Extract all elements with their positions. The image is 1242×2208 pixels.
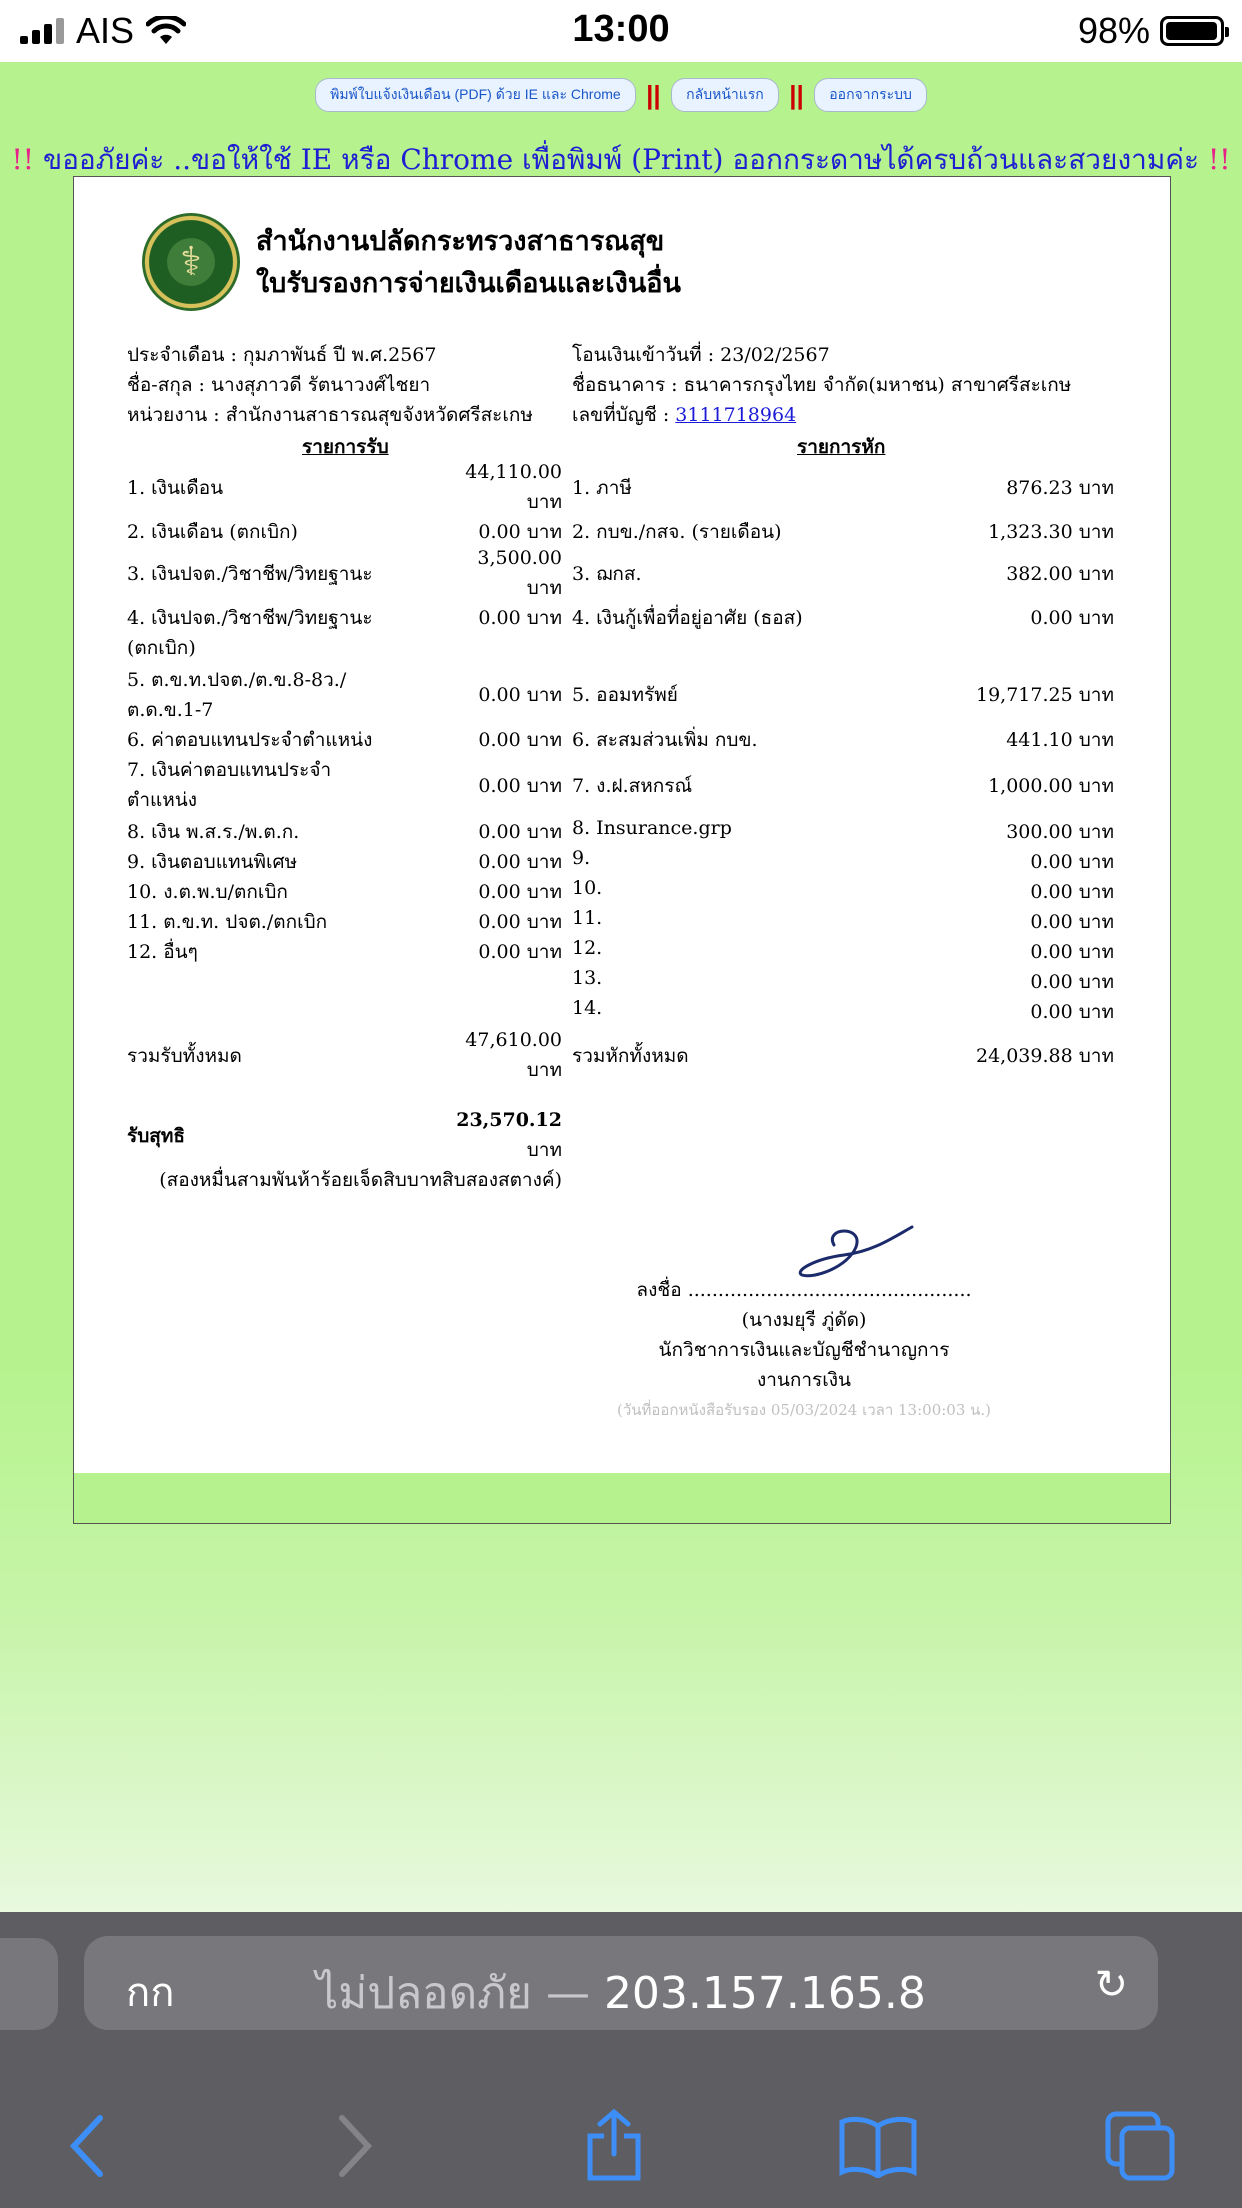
deduction-label: 4. เงินกู้เพื่อที่อยู่อาศัย (ธอส) bbox=[572, 607, 803, 629]
deduction-amount: 0.00 บาท bbox=[1030, 851, 1114, 873]
deduction-label: 11. bbox=[572, 907, 603, 929]
income-label: 9. เงินตอบแทนพิเศษ bbox=[127, 851, 298, 873]
income-label: 5. ต.ข.ท.ปจต./ต.ข.8-8ว./ ต.ด.ข.1-7 bbox=[127, 669, 347, 721]
previous-tab-preview[interactable] bbox=[0, 1938, 58, 2030]
deduction-amount: 19,717.25 บาท bbox=[976, 684, 1114, 706]
back-icon[interactable] bbox=[66, 2114, 106, 2178]
deduction-amount: 0.00 บาท bbox=[1030, 1001, 1114, 1023]
share-icon[interactable] bbox=[584, 2108, 644, 2182]
income-amount: 0.00 บาท bbox=[478, 881, 562, 903]
notice-bang: !! bbox=[1207, 143, 1231, 176]
income-label: 7. เงินค่าตอบแทนประจำ ตำแหน่ง bbox=[127, 759, 332, 811]
deduction-label: 9. bbox=[572, 847, 591, 869]
deduction-amount: 441.10 บาท bbox=[1006, 729, 1114, 751]
income-label: 4. เงินปจต./วิชาชีพ/วิทยฐานะ (ตกเบิก) bbox=[127, 607, 373, 659]
net-pay-words: (สองหมื่นสามพันห้าร้อยเจ็ดสิบบาทสิบสองสตางค์) bbox=[159, 1169, 562, 1191]
forward-icon[interactable] bbox=[336, 2114, 376, 2178]
income-amount: 0.00 บาท bbox=[478, 729, 562, 751]
tabs-icon[interactable] bbox=[1104, 2110, 1176, 2182]
employee-unit: หน่วยงาน : สำนักงานสาธารณสุขจังหวัดศรีสะเกษ bbox=[127, 404, 533, 426]
income-amount: 0.00 บาท bbox=[478, 941, 562, 963]
deduction-amount: 0.00 บาท bbox=[1030, 941, 1114, 963]
income-label: 12. อื่นๆ bbox=[127, 941, 198, 963]
income-label: 6. ค่าตอบแทนประจำตำแหน่ง bbox=[127, 729, 373, 751]
signer-department: งานการเงิน bbox=[756, 1369, 852, 1391]
clock: 13:00 bbox=[572, 8, 670, 50]
deduction-amount: 1,000.00 บาท bbox=[988, 775, 1114, 797]
ministry-logo bbox=[142, 213, 240, 311]
deduction-label: 12. bbox=[572, 937, 603, 959]
notice-bang: !! bbox=[11, 143, 35, 176]
browser-toolbar bbox=[0, 2092, 1242, 2208]
employee-info bbox=[127, 340, 567, 430]
deduction-amount: 382.00 บาท bbox=[1006, 563, 1114, 585]
income-amount: 0.00 บาท bbox=[478, 851, 562, 873]
battery-icon bbox=[1160, 16, 1224, 46]
transfer-date: โอนเงินเข้าวันที่ : 23/02/2567 bbox=[572, 344, 830, 366]
income-total-amount: 47,610.00 บาท bbox=[465, 1029, 562, 1081]
bank-info bbox=[572, 340, 1132, 430]
net-pay-amount: 23,570.12 bbox=[456, 1109, 562, 1131]
deduction-total-amount: 24,039.88 บาท bbox=[976, 1045, 1114, 1067]
pay-month: ประจำเดือน : กุมภาพันธ์ ปี พ.ศ.2567 bbox=[127, 344, 437, 366]
income-label: 8. เงิน พ.ส.ร./พ.ต.ก. bbox=[127, 821, 300, 843]
deduction-label: 6. สะสมส่วนเพิ่ม กบข. bbox=[572, 729, 758, 751]
income-amount: 3,500.00 บาท bbox=[477, 547, 562, 599]
deduction-label: 1. ภาษี bbox=[572, 477, 632, 499]
deduction-label: 3. ฌกส. bbox=[572, 563, 642, 585]
deduction-amount: 0.00 บาท bbox=[1030, 971, 1114, 993]
deduction-amount: 0.00 บาท bbox=[1030, 607, 1114, 629]
employee-name: ชื่อ-สกุล : นางสุภาวดี รัตนาวงศ์ไชยา bbox=[127, 374, 431, 396]
bookmarks-icon[interactable] bbox=[838, 2114, 918, 2178]
deduction-heading: รายการหัก bbox=[797, 436, 886, 458]
deduction-label: 14. bbox=[572, 997, 603, 1019]
signer-position: นักวิชาการเงินและบัญชีชำนาญการ bbox=[658, 1339, 950, 1361]
deduction-amount: 300.00 บาท bbox=[1006, 821, 1114, 843]
certificate-paper bbox=[74, 177, 1170, 1473]
income-label: 1. เงินเดือน bbox=[127, 477, 224, 499]
notice-text: ขออภัยค่ะ ..ขอให้ใช้ IE หรือ Chrome เพื่อพิมพ์ (Print) ออกกระดาษได้ครบถ้วนและสวยงามค่ะ bbox=[42, 143, 1200, 176]
income-heading: รายการรับ bbox=[302, 436, 389, 458]
signer-name: (นางมยุรี ภู่ดัด) bbox=[741, 1309, 867, 1331]
issued-timestamp: (วันที่ออกหนังสือรับรอง 05/03/2024 เวลา 13:00:03 น.) bbox=[616, 1401, 992, 1419]
deduction-label: 7. ง.ฝ.สหกรณ์ bbox=[572, 775, 693, 797]
deduction-label: 8. Insurance.grp bbox=[572, 817, 732, 839]
sign-line: ลงชื่อ ............................................... bbox=[636, 1279, 972, 1301]
address-bar[interactable] bbox=[84, 1936, 1158, 2030]
status-bar bbox=[0, 0, 1242, 62]
certificate-title: ใบรับรองการจ่ายเงินเดือนและเงินอื่น bbox=[256, 268, 681, 299]
deduction-label: 5. ออมทรัพย์ bbox=[572, 684, 678, 706]
deduction-amount: 0.00 บาท bbox=[1030, 881, 1114, 903]
income-amount: 0.00 บาท bbox=[478, 775, 562, 797]
account-label: เลขที่บัญชี : bbox=[572, 404, 676, 426]
logout-button[interactable]: ออกจากระบบ bbox=[814, 78, 927, 112]
url-host: 203.157.165.8 bbox=[603, 1968, 926, 2019]
signature-block bbox=[594, 1217, 1014, 1425]
status-right bbox=[1078, 10, 1224, 52]
deduction-amount: 1,323.30 บาท bbox=[988, 521, 1114, 543]
bank-name: ชื่อธนาคาร : ธนาคารกรุงไทย จำกัด(มหาชน) สาขาศรีสะเกษ bbox=[572, 374, 1072, 396]
nav-separator: || bbox=[646, 79, 661, 110]
deduction-amount: 876.23 บาท bbox=[1006, 477, 1114, 499]
account-number-link[interactable]: 3111718964 bbox=[675, 404, 797, 426]
deduction-label: 10. bbox=[572, 877, 603, 899]
income-amount: 0.00 บาท bbox=[478, 684, 562, 706]
deduction-amount: 0.00 บาท bbox=[1030, 911, 1114, 933]
income-amount: 44,110.00 บาท bbox=[465, 461, 562, 513]
url-display[interactable] bbox=[84, 1958, 1158, 2028]
net-pay-unit: บาท bbox=[526, 1139, 562, 1161]
battery-percent: 98% bbox=[1077, 10, 1150, 51]
page-settings-button[interactable]: กก bbox=[126, 1970, 175, 2016]
home-button[interactable]: กลับหน้าแรก bbox=[671, 78, 779, 112]
income-label: 11. ต.ข.ท. ปจต./ตกเบิก bbox=[127, 911, 328, 933]
print-pdf-button[interactable]: พิมพ์ใบแจ้งเงินเดือน (PDF) ด้วย IE และ Chrome bbox=[315, 78, 636, 112]
income-amount: 0.00 บาท bbox=[478, 521, 562, 543]
deduction-label: 2. กบข./กสจ. (รายเดือน) bbox=[572, 521, 782, 543]
deduction-label: 13. bbox=[572, 967, 603, 989]
income-label: 3. เงินปจต./วิชาชีพ/วิทยฐานะ bbox=[127, 563, 373, 585]
nav-separator: || bbox=[789, 79, 804, 110]
salary-certificate bbox=[73, 176, 1171, 1524]
not-secure-label: ไม่ปลอดภัย — bbox=[316, 1968, 604, 2019]
carrier-label: AIS bbox=[76, 10, 135, 51]
income-amount: 0.00 บาท bbox=[478, 821, 562, 843]
org-name: สำนักงานปลัดกระทรวงสาธารณสุข bbox=[256, 226, 665, 257]
income-label: 2. เงินเดือน (ตกเบิก) bbox=[127, 521, 298, 543]
deduction-total-label: รวมหักทั้งหมด bbox=[572, 1045, 689, 1067]
net-pay-label: รับสุทธิ bbox=[127, 1125, 185, 1147]
income-total-label: รวมรับทั้งหมด bbox=[127, 1045, 242, 1067]
income-amount: 0.00 บาท bbox=[478, 911, 562, 933]
account-line bbox=[572, 400, 1132, 430]
certificate-header bbox=[256, 221, 681, 305]
top-nav bbox=[0, 78, 1242, 112]
reload-icon[interactable]: ↻ bbox=[1094, 1962, 1128, 2008]
income-amount: 0.00 บาท bbox=[478, 607, 562, 629]
income-label: 10. ง.ต.พ.บ/ตกเบิก bbox=[127, 881, 288, 903]
